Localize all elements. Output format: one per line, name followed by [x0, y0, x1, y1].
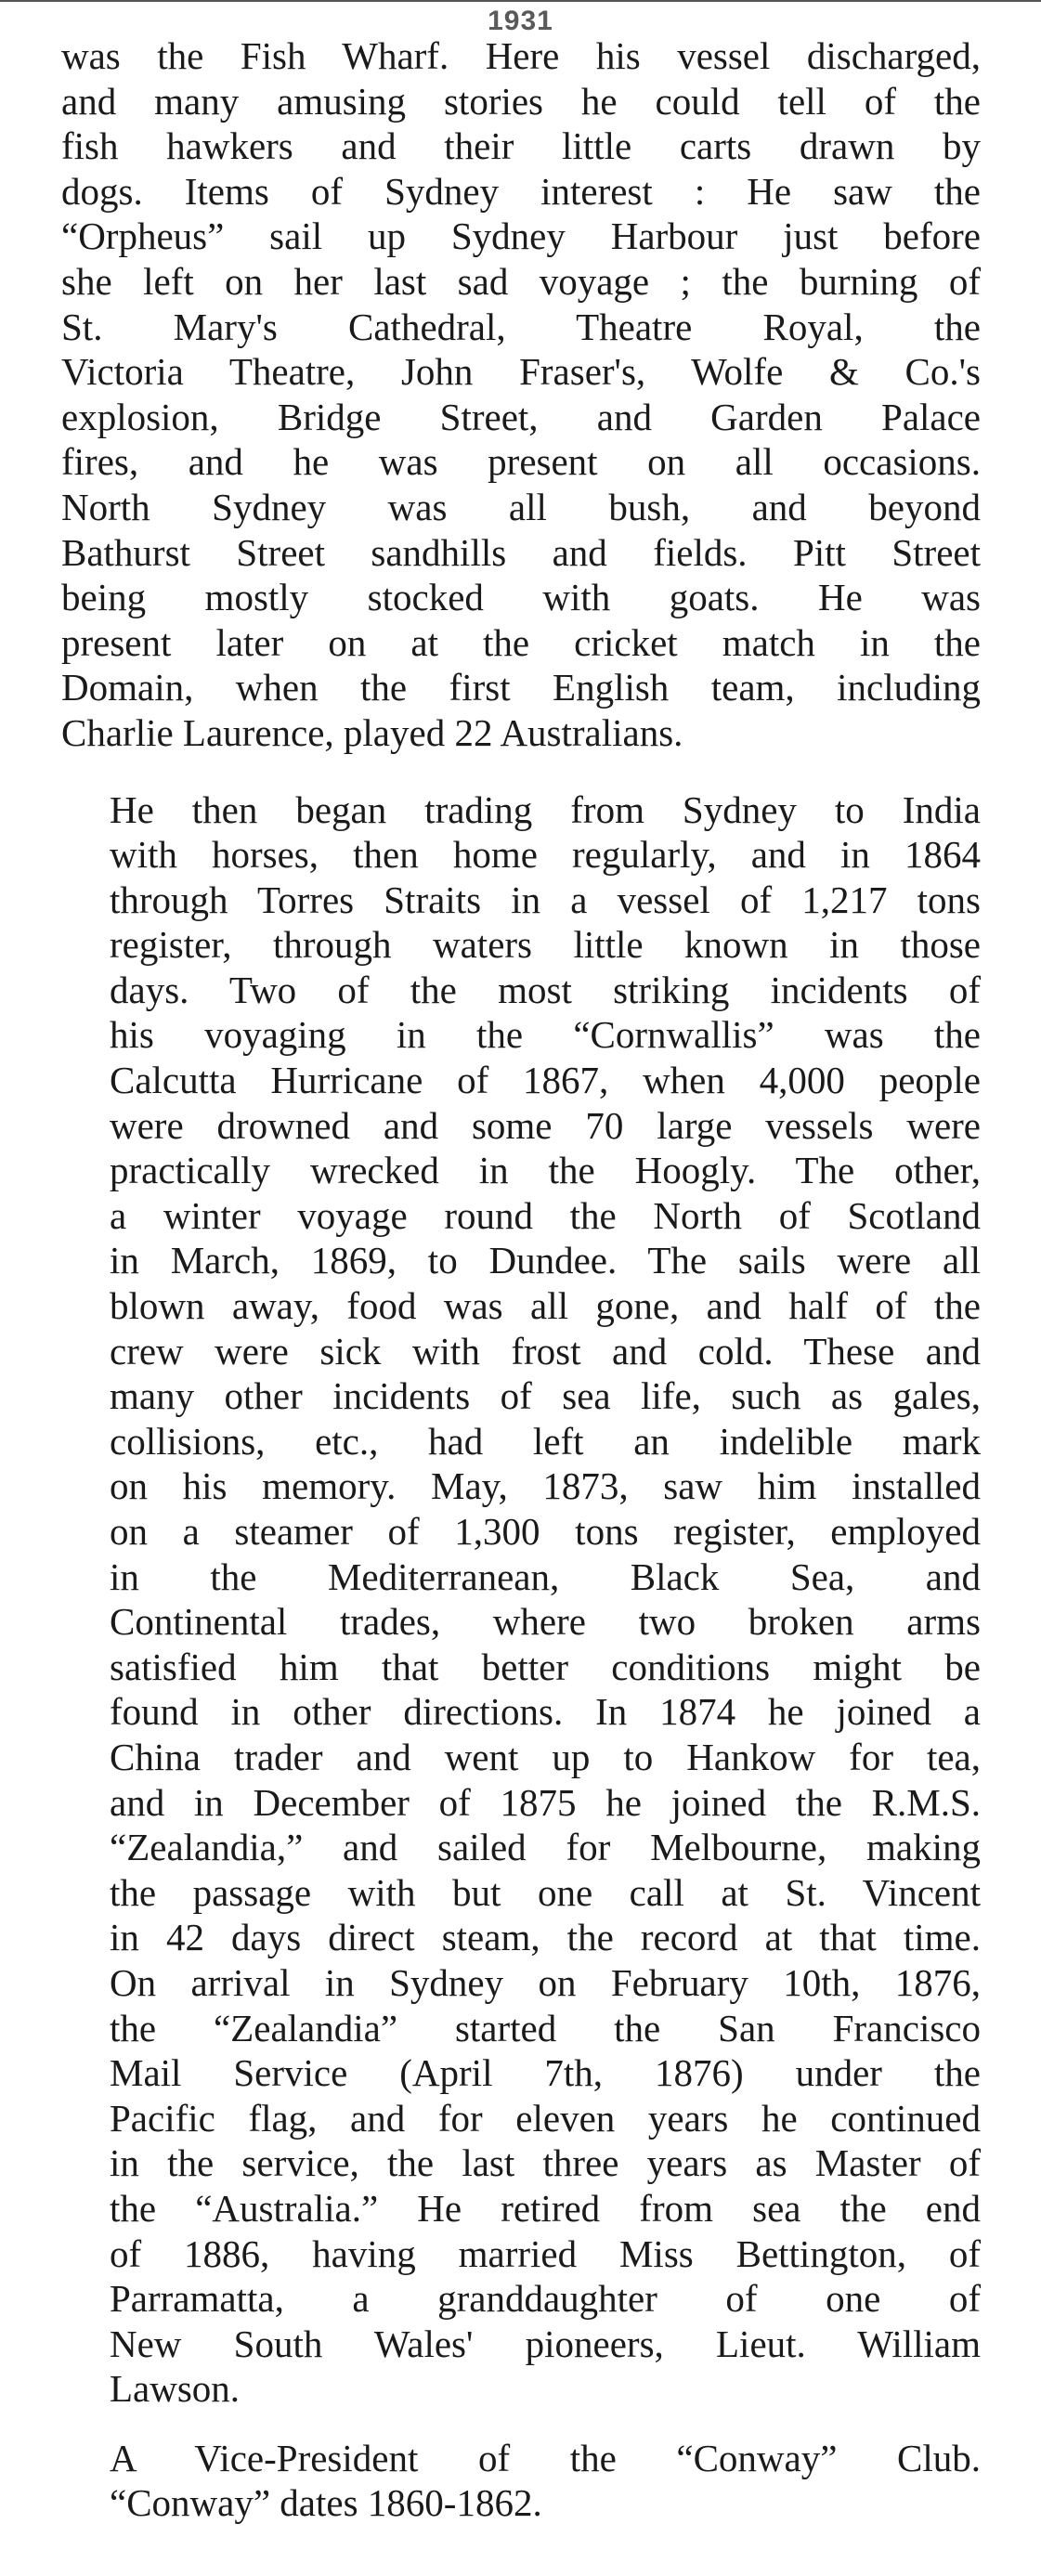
text-line: and many amusing stories he could tell of the — [61, 79, 981, 123]
text-line: New South Wales' pioneers, Lieut. William — [110, 2322, 981, 2365]
text-line: “Zealandia,” and sailed for Melbourne, making — [110, 1826, 981, 1869]
text-line: crew were sick with frost and cold. These and — [110, 1329, 981, 1373]
text-line: On arrival in Sydney on February 10th, 1876, — [110, 1960, 981, 2004]
paragraph-2 — [61, 787, 981, 2412]
text-line: practically wrecked in the Hoogly. The other, — [110, 1149, 981, 1192]
paragraph-3 — [61, 2436, 981, 2526]
text-line: Charlie Laurence, played 22 Australians. — [61, 710, 683, 754]
text-line: she left on her last sad voyage ; the burning of — [61, 259, 981, 303]
text-line: Parramatta, a granddaughter of one of — [110, 2277, 981, 2321]
text-line: Pacific flag, and for eleven years he continued — [110, 2096, 981, 2140]
text-line: days. Two of the most striking incidents of — [110, 968, 981, 1011]
page-year: 1931 — [488, 6, 553, 36]
text-line: collisions, etc., had left an indelible mark — [110, 1419, 981, 1463]
text-line: Lawson. — [110, 2367, 241, 2411]
text-line: He then began trading from Sydney to India — [110, 787, 981, 831]
text-line: Victoria Theatre, John Fraser's, Wolfe & Co.'s — [61, 350, 981, 394]
text-line: St. Mary's Cathedral, Theatre Royal, the — [61, 305, 981, 348]
text-line: satisfied him that better conditions might be — [110, 1645, 981, 1688]
text-line: in 42 days direct steam, the record at that time. — [110, 1916, 981, 1959]
text-line: the passage with but one call at St. Vincent — [110, 1870, 981, 1914]
text-line: and in December of 1875 he joined the R.M.S. — [110, 1780, 981, 1824]
text-line: Mail Service (April 7th, 1876) under the — [110, 2051, 981, 2095]
text-line: fires, and he was present on all occasions. — [61, 440, 981, 484]
text-line: were drowned and some 70 large vessels were — [110, 1103, 981, 1147]
text-line: present later on at the cricket match in the — [61, 620, 981, 664]
paragraph-1 — [61, 33, 981, 756]
text-line: China trader and went up to Hankow for tea, — [110, 1735, 981, 1778]
text-line: in March, 1869, to Dundee. The sails were all — [110, 1239, 981, 1282]
text-line: North Sydney was all bush, and beyond — [61, 485, 981, 528]
text-line: many other incidents of sea life, such as gales, — [110, 1374, 981, 1418]
text-line: was the Fish Wharf. Here his vessel discharged, — [61, 34, 981, 77]
text-line: in the Mediterranean, Black Sea, and — [110, 1555, 981, 1598]
text-line: fish hawkers and their little carts drawn by — [61, 124, 981, 168]
text-line: a winter voyage round the North of Scotland — [110, 1193, 981, 1237]
text-line: with horses, then home regularly, and in 1864 — [110, 833, 981, 877]
text-line: on a steamer of 1,300 tons register, employed — [110, 1510, 981, 1553]
text-line: “Orpheus” sail up Sydney Harbour just before — [61, 215, 981, 258]
text-line: the “Zealandia” started the San Francisco — [110, 2006, 981, 2049]
text-column — [61, 33, 981, 2526]
text-line: Calcutta Hurricane of 1867, when 4,000 people — [110, 1059, 981, 1102]
text-line: found in other directions. In 1874 he joined a — [110, 1690, 981, 1734]
text-line: explosion, Bridge Street, and Garden Palace — [61, 395, 981, 438]
text-line: register, through waters little known in those — [110, 923, 981, 967]
text-line: Domain, when the first English team, including — [61, 666, 981, 709]
text-line: of 1886, having married Miss Bettington, of — [110, 2231, 981, 2275]
text-line: A Vice-President of the “Conway” Club. — [110, 2436, 981, 2479]
text-line: in the service, the last three years as Master of — [110, 2141, 981, 2185]
text-line: the “Australia.” He retired from sea the end — [110, 2186, 981, 2230]
text-line: dogs. Items of Sydney interest : He saw the — [61, 169, 981, 213]
text-line: Bathurst Street sandhills and fields. Pitt Street — [61, 530, 981, 574]
text-line: “Conway” dates 1860-1862. — [110, 2481, 542, 2525]
text-line: being mostly stocked with goats. He was — [61, 576, 981, 619]
text-line: his voyaging in the “Cornwallis” was the — [110, 1013, 981, 1057]
text-line: through Torres Straits in a vessel of 1,217 tons — [110, 878, 981, 921]
text-line: on his memory. May, 1873, saw him installed — [110, 1464, 981, 1508]
top-rule — [0, 0, 1041, 2]
text-line: Continental trades, where two broken arms — [110, 1600, 981, 1644]
text-line: blown away, food was all gone, and half of the — [110, 1284, 981, 1328]
